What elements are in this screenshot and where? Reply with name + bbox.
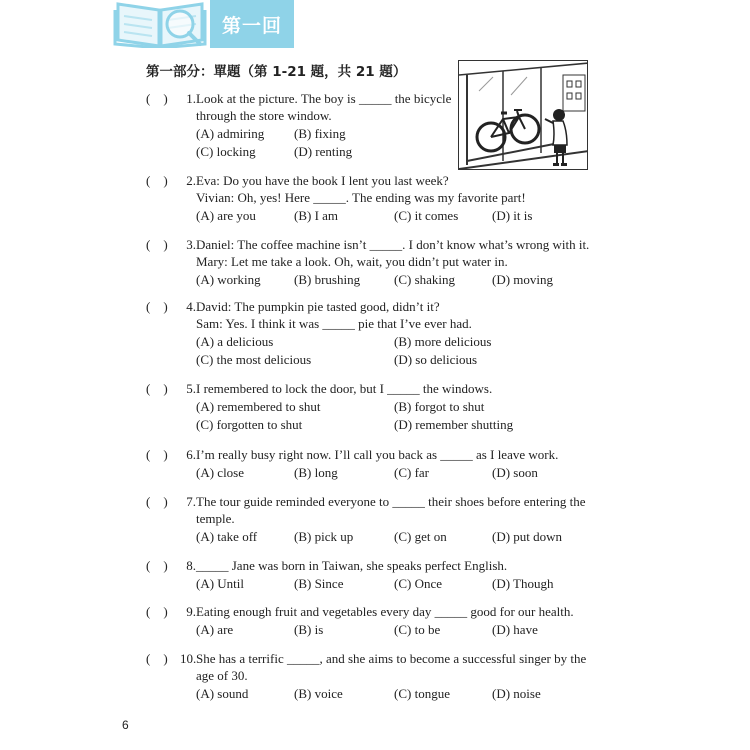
option-b[interactable]: (B) more delicious	[394, 334, 492, 349]
answer-blank[interactable]: ( )	[146, 381, 168, 396]
option-b[interactable]: (B) brushing	[294, 272, 361, 287]
option-b[interactable]: (B) is	[294, 622, 324, 637]
question-text-line: David: The pumpkin pie tasted good, didn’t it?	[196, 299, 440, 314]
question-text-line: I remembered to lock the door, but I _____ the windows.	[196, 381, 493, 396]
question-number: 2.	[186, 173, 196, 188]
question-number: 9.	[186, 604, 196, 619]
question-text-line: temple.	[196, 511, 235, 526]
question-text-line: Vivian: Oh, yes! Here _____. The ending was my favorite part!	[196, 190, 526, 205]
option-d[interactable]: (D) have	[492, 622, 538, 637]
option-c[interactable]: (C) to be	[394, 622, 441, 637]
option-b[interactable]: (B) pick up	[294, 529, 354, 544]
question-number: 7.	[186, 494, 196, 509]
option-a[interactable]: (A) sound	[196, 686, 249, 701]
question-text-line: Eva: Do you have the book I lent you last week?	[196, 173, 449, 188]
question-number: 8.	[186, 558, 196, 573]
question-text-line: Daniel: The coffee machine isn’t _____. I don’t know what’s wrong with it.	[196, 237, 590, 252]
option-c[interactable]: (C) locking	[196, 143, 256, 159]
option-d[interactable]: (D) soon	[492, 465, 538, 480]
question-text	[196, 380, 581, 397]
answer-blank[interactable]: ( )	[146, 173, 168, 188]
option-b[interactable]: (B) fixing	[294, 126, 346, 141]
option-b[interactable]: (B) voice	[294, 686, 343, 701]
question-text-line: The tour guide reminded everyone to _____ their shoes before entering the	[196, 494, 586, 509]
option-a[interactable]: (A) working	[196, 272, 261, 287]
answer-blank[interactable]: ( )	[146, 558, 168, 573]
option-a[interactable]: (A) are you	[196, 208, 256, 223]
question-text	[196, 236, 590, 270]
option-a[interactable]: (A) remembered to shut	[196, 399, 321, 414]
option-d[interactable]: (D) put down	[492, 529, 563, 544]
question-text-line: She has a terrific _____, and she aims to become a successful singer by the	[196, 651, 587, 666]
option-c[interactable]: (C) get on	[394, 529, 447, 544]
question-number: 10.	[180, 651, 197, 666]
question-text-line: through the store window.	[196, 108, 332, 123]
option-d[interactable]: (D) it is	[492, 208, 533, 223]
option-c[interactable]: (C) shaking	[394, 272, 456, 287]
question-number: 3.	[186, 237, 196, 252]
question-text-line: _____ Jane was born in Taiwan, she speaks perfect English.	[196, 558, 508, 573]
answer-blank[interactable]: ( )	[146, 91, 168, 106]
question-number: 1.	[186, 91, 196, 106]
question-text	[196, 557, 581, 574]
question-text	[196, 298, 581, 332]
question-text-line: age of 30.	[196, 668, 248, 683]
question-text	[196, 493, 586, 527]
option-a[interactable]: (A) admiring	[196, 126, 265, 141]
option-d[interactable]: (D) remember shutting	[394, 416, 514, 432]
question-text-line: Mary: Let me take a look. Oh, wait, you didn’t put water in.	[196, 254, 508, 269]
question-text-line: Eating enough fruit and vegetables every day _____ good for our health.	[196, 604, 574, 619]
option-a[interactable]: (A) a delicious	[196, 334, 274, 349]
option-b[interactable]: (B) Since	[294, 576, 344, 591]
answer-blank[interactable]: ( )	[146, 299, 168, 314]
option-a[interactable]: (A) take off	[196, 529, 258, 544]
question-text	[196, 90, 581, 124]
option-c[interactable]: (C) forgotten to shut	[196, 416, 303, 432]
option-a[interactable]: (A) Until	[196, 576, 245, 591]
option-c[interactable]: (C) the most delicious	[196, 351, 312, 367]
chapter-header	[112, 0, 294, 48]
question-text	[196, 446, 581, 463]
question-text	[196, 650, 587, 684]
chapter-title: 第一回	[210, 0, 294, 48]
answer-blank[interactable]: ( )	[146, 604, 168, 619]
answer-blank[interactable]: ( )	[146, 494, 168, 509]
answer-blank[interactable]: ( )	[146, 651, 168, 666]
option-d[interactable]: (D) renting	[294, 143, 353, 159]
option-d[interactable]: (D) noise	[492, 686, 541, 701]
option-d[interactable]: (D) so delicious	[394, 351, 478, 367]
question-text	[196, 603, 581, 620]
question-number: 5.	[186, 381, 196, 396]
option-a[interactable]: (A) are	[196, 622, 234, 637]
answer-blank[interactable]: ( )	[146, 447, 168, 462]
option-c[interactable]: (C) far	[394, 465, 430, 480]
question-number: 4.	[186, 299, 196, 314]
option-b[interactable]: (B) forgot to shut	[394, 399, 485, 414]
option-c[interactable]: (C) tongue	[394, 686, 450, 701]
option-c[interactable]: (C) Once	[394, 576, 443, 591]
option-b[interactable]: (B) long	[294, 465, 338, 480]
option-c[interactable]: (C) it comes	[394, 208, 459, 223]
option-d[interactable]: (D) Though	[492, 576, 554, 591]
question-text-line: Sam: Yes. I think it was _____ pie that I’ve ever had.	[196, 316, 472, 331]
answer-blank[interactable]: ( )	[146, 237, 168, 252]
option-b[interactable]: (B) I am	[294, 208, 339, 223]
option-a[interactable]: (A) close	[196, 465, 245, 480]
question-number: 6.	[186, 447, 196, 462]
question-text-line: Look at the picture. The boy is _____ the bicycle	[196, 91, 452, 106]
question-text	[196, 172, 581, 206]
section-title: 第一部分：單題（第 1-21 題，共 21 題）	[146, 64, 407, 80]
question-text-line: I’m really busy right now. I’ll call you back as _____ as I leave work.	[196, 447, 559, 462]
page-number: 6	[122, 718, 129, 732]
open-book-icon	[112, 0, 210, 48]
option-d[interactable]: (D) moving	[492, 272, 554, 287]
